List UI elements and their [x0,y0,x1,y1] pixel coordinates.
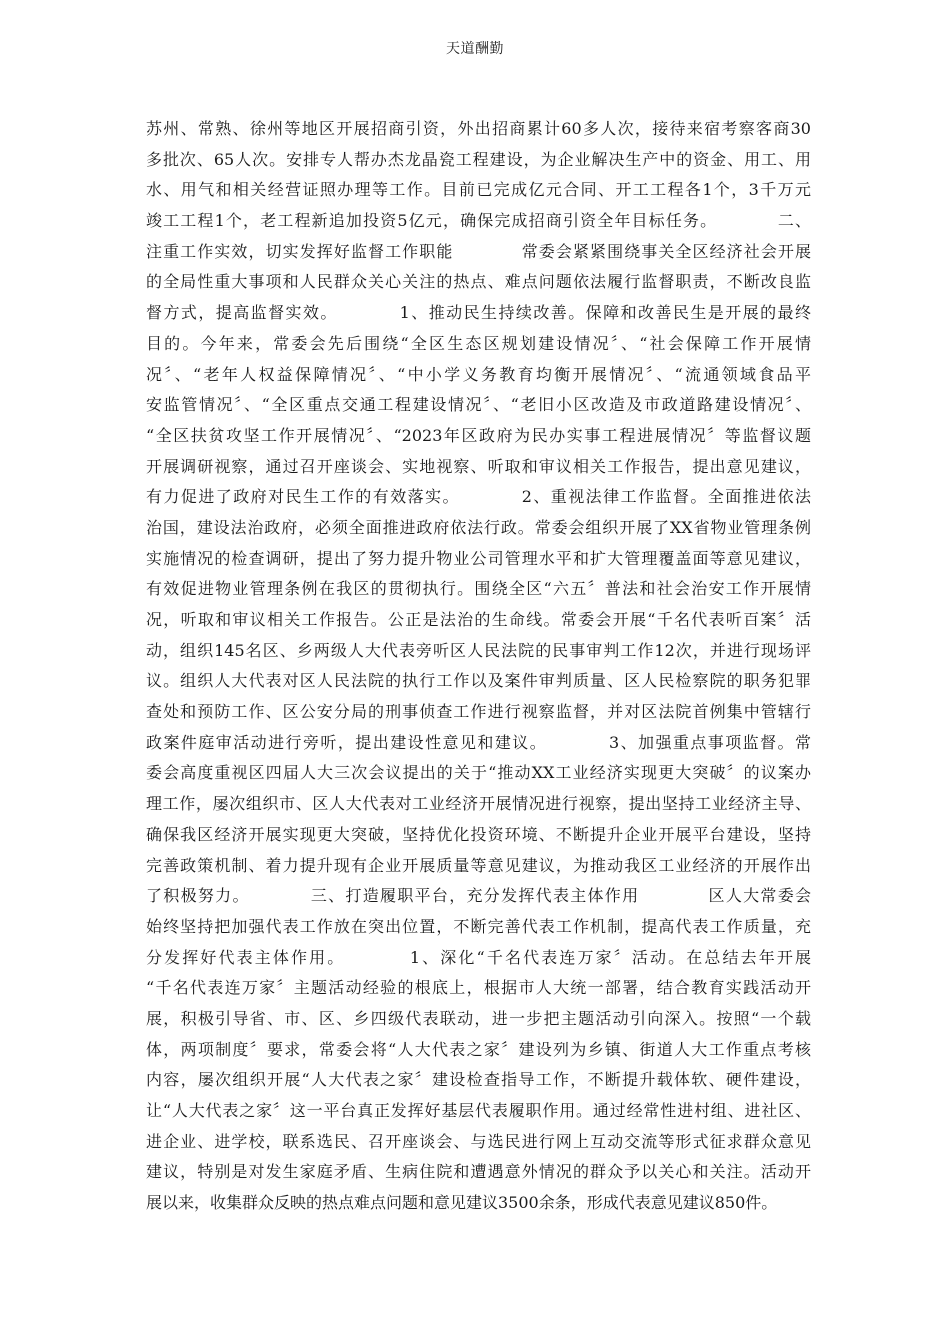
text-line: 有力促进了政府对民生工作的有效落实。 2、重视法律工作监督。全面推进依法 [146,487,811,507]
text-line: 苏州、常熟、徐州等地区开展招商引资，外出招商累计60多人次，接待来宿考察客商30 [146,119,811,138]
text-line: 实施情况的检查调研，提出了努力提升物业公司管理水平和扩大管理覆盖面等意见建议， [146,548,811,568]
text-line: 水、用气和相关经营证照办理等工作。目前已完成亿元合同、开工工程各1个，3千万元 [146,180,811,200]
text-line: 完善政策机制、着力提升现有企业开展质量等意见建议，为推动我区工业经济的开展作出 [146,855,811,875]
text-line: 内容，屡次组织开展“人大代表之家〞建设检查指导工作，不断提升载体软、硬件建设， [146,1070,811,1090]
text-line: 有效促进物业管理条例在我区的贯彻执行。围绕全区“六五〞普法和社会治安工作开展情 [146,579,811,599]
text-line: 查处和预防工作、区公安分局的刑事侦查工作进行视察监督，并对区法院首例集中管辖行 [146,702,811,722]
text-line: 体，两项制度〞要求，常委会将“人大代表之家〞建设列为乡镇、街道人大工作重点考核 [146,1039,811,1059]
text-line: 议。组织人大代表对区人民法院的执行工作以及案件审判质量、区人民检察院的职务犯罪 [146,671,811,691]
text-line: 展以来，收集群众反映的热点难点问题和意见建议3500余条，形成代表意见建议850件。 [146,1193,778,1213]
text-line: “千名代表连万家〞主题活动经验的根底上，根据市人大统一部署，结合教育实践活动开 [146,978,811,998]
text-line: 多批次、65人次。安排专人帮办杰龙晶瓷工程建设，为企业解决生产中的资金、用工、用 [146,149,811,169]
text-line: 展，积极引导省、市、区、乡四级代表联动，进一步把主题活动引向深入。按照“一个载 [146,1008,811,1028]
text-line: 况〞、“老年人权益保障情况〞、“中小学义务教育均衡开展情况〞、“流通领域食品平 [146,364,811,384]
text-line: “全区扶贫攻坚工作开展情况〞、“2023年区政府为民办实事工程进展情况〞等监督议题 [146,425,811,445]
text-line: 理工作，屡次组织市、区人大代表对工业经济开展情况进行视察，提出坚持工业经济主导、 [146,794,811,814]
text-line: 政案件庭审活动进行旁听，提出建设性意见和建议。 3、加强重点事项监督。常 [146,732,811,752]
text-line: 治国，建设法治政府，必须全面推进政府依法行政。常委会组织开展了XX省物业管理条例 [146,517,811,537]
text-line: 委会高度重视区四届人大三次会议提出的关于“推动XX工业经济实现更大突破〞的议案办 [146,763,811,783]
page-header-title: 天道酬勤 [446,41,504,57]
text-line: 安监管情况〞、“全区重点交通工程建设情况〞、“老旧小区改造及市政道路建设情况〞、 [146,395,811,415]
text-line: 始终坚持把加强代表工作放在突出位置，不断完善代表工作机制，提高代表工作质量，充 [146,916,811,936]
text-line: 分发挥好代表主体作用。 1、深化“千名代表连万家〞活动。在总结去年开展 [146,947,811,967]
text-line: 让“人大代表之家〞这一平台真正发挥好基层代表履职作用。通过经常性进村组、进社区、 [146,1101,811,1120]
text-line: 进企业、进学校，联系选民、召开座谈会、与选民进行网上互动交流等形式征求群众意见 [146,1131,811,1151]
text-line: 开展调研视察，通过召开座谈会、实地视察、听取和审议相关工作报告，提出意见建议， [146,456,811,476]
text-line: 确保我区经济开展实现更大突破，坚持优化投资环境、不断提升企业开展平台建设，坚持 [146,824,811,844]
text-line: 目的。今年来，常委会先后围绕“全区生态区规划建设情况〞、“社会保障工作开展情 [146,333,811,353]
text-line: 督方式，提高监督实效。 1、推动民生持续改善。保障和改善民生是开展的最终 [146,303,811,323]
text-line: 的全局性重大事项和人民群众关心关注的热点、难点问题依法履行监督职责，不断改良监 [146,272,811,292]
text-line: 建议，特别是对发生家庭矛盾、生病住院和遭遇意外情况的群众予以关心和关注。活动开 [146,1162,811,1182]
text-line: 注重工作实效，切实发挥好监督工作职能 常委会紧紧围绕事关全区经济社会开展 [146,241,811,261]
document-body [146,114,811,1219]
text-line: 况，听取和审议相关工作报告。公正是法治的生命线。常委会开展“千名代表听百案〞活 [146,610,811,629]
text-line: 动，组织145名区、乡两级人大代表旁听区人民法院的民事审判工作12次，并进行现场评 [146,640,811,660]
text-line: 了积极努力。 三、打造履职平台，充分发挥代表主体作用 区人大常委会 [146,886,811,906]
text-line: 竣工工程1个，老工程新追加投资5亿元，确保完成招商引资全年目标任务。 二、 [146,211,811,231]
